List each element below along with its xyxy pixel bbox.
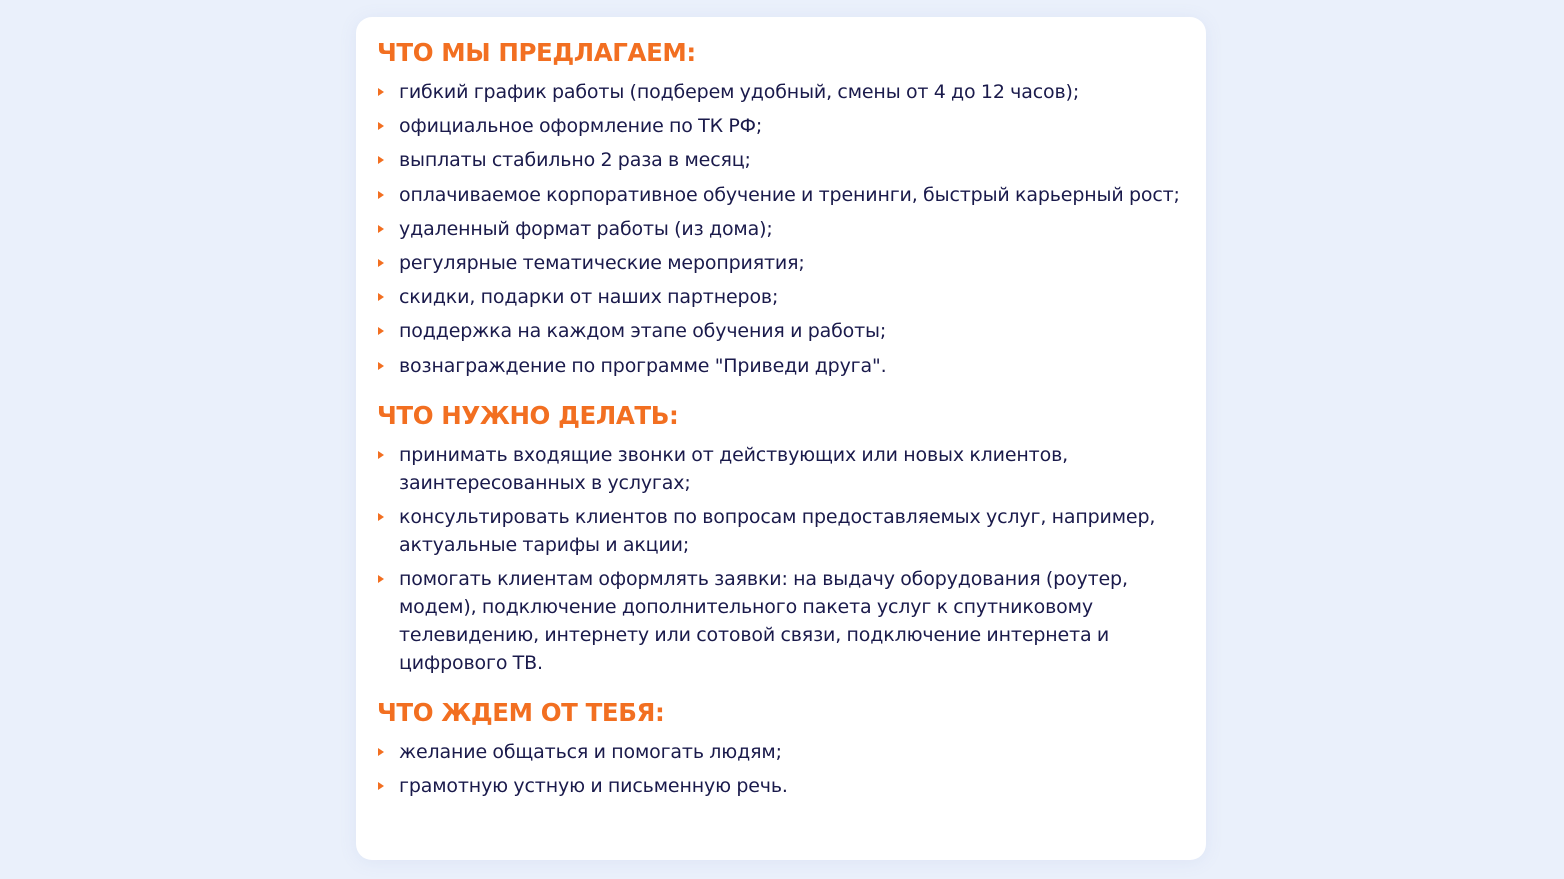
section-offer: [377, 38, 1186, 380]
bullet-icon: [378, 451, 384, 459]
list-item-text: грамотную устную и письменную речь.: [399, 775, 788, 798]
duties-list: [377, 441, 1186, 677]
bullet-icon: [378, 327, 384, 335]
list-item: [377, 78, 1186, 106]
section-duties: [377, 401, 1186, 677]
list-item-text: помогать клиентам оформлять заявки: на выдачу оборудования (роутер, модем), подключение дополнительного пакета услуг к спутниковому телевидению, интернету или сотовой связи, подключение интернета и цифрового ТВ.: [399, 567, 1128, 674]
list-item-text: поддержка на каждом этапе обучения и работы;: [399, 320, 887, 343]
bullet-icon: [378, 191, 384, 199]
offer-list: [377, 78, 1186, 380]
bullet-icon: [378, 513, 384, 521]
bullet-icon: [378, 122, 384, 130]
list-item: [377, 181, 1186, 209]
bullet-icon: [378, 782, 384, 790]
list-item: [377, 249, 1186, 277]
list-item-text: желание общаться и помогать людям;: [399, 740, 782, 763]
list-item: [377, 215, 1186, 243]
vacancy-card: [356, 17, 1206, 860]
bullet-icon: [378, 575, 384, 583]
bullet-icon: [378, 225, 384, 233]
list-item: [377, 503, 1186, 559]
list-item-text: консультировать клиентов по вопросам предоставляемых услуг, например, актуальные тарифы и акции;: [399, 505, 1156, 556]
section-requirements: [377, 698, 1186, 800]
section-title: ЧТО НУЖНО ДЕЛАТЬ:: [377, 400, 679, 430]
bullet-icon: [378, 362, 384, 370]
list-item: [377, 317, 1186, 345]
list-item: [377, 283, 1186, 311]
list-item-text: выплаты стабильно 2 раза в месяц;: [399, 149, 751, 172]
list-item-text: гибкий график работы (подберем удобный, смены от 4 до 12 часов);: [399, 81, 1080, 103]
requirements-list: [377, 738, 1186, 800]
list-item: [377, 738, 1186, 766]
list-item-text: официальное оформление по ТК РФ;: [399, 115, 763, 138]
list-item-text: удаленный формат работы (из дома);: [399, 217, 773, 240]
bullet-icon: [378, 293, 384, 301]
list-item-text: вознаграждение по программе "Приведи друга".: [399, 354, 887, 377]
list-item: [377, 352, 1186, 380]
list-item: [377, 772, 1186, 800]
list-item: [377, 112, 1186, 140]
list-item-text: принимать входящие звонки от действующих или новых клиентов, заинтересованных в услугах;: [399, 443, 1069, 494]
bullet-icon: [378, 156, 384, 164]
list-item-text: регулярные тематические мероприятия;: [399, 251, 805, 274]
bullet-icon: [378, 748, 384, 756]
list-item: [377, 441, 1186, 497]
section-title: ЧТО ЖДЕМ ОТ ТЕБЯ:: [377, 697, 665, 727]
list-item: [377, 146, 1186, 174]
bullet-icon: [378, 88, 384, 96]
list-item: [377, 565, 1186, 677]
bullet-icon: [378, 259, 384, 267]
section-title: ЧТО МЫ ПРЕДЛАГАЕМ:: [377, 38, 696, 67]
list-item-text: скидки, подарки от наших партнеров;: [399, 286, 779, 309]
list-item-text: оплачиваемое корпоративное обучение и тренинги, быстрый карьерный рост;: [399, 183, 1180, 206]
